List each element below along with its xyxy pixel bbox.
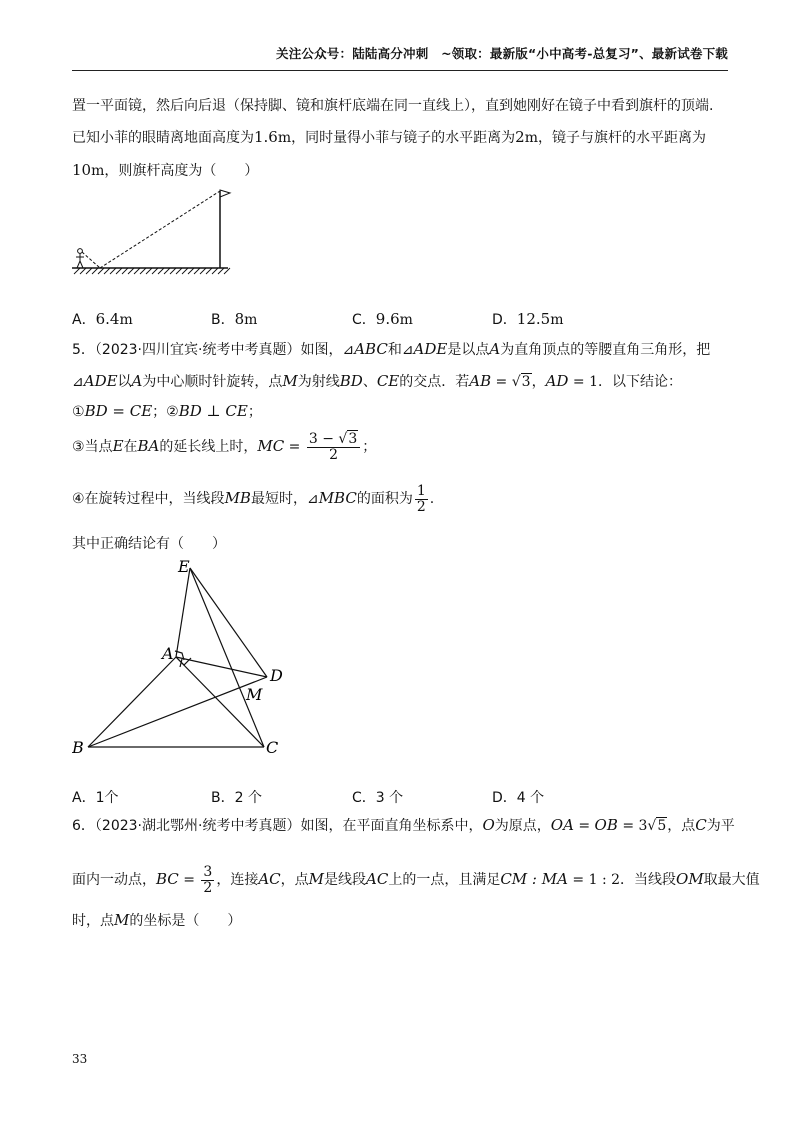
flag-icon: [220, 190, 230, 197]
person-figure: [76, 249, 84, 268]
q5-conclusions-1-2: ①BD = CE；②BD ⊥ CE；: [72, 402, 262, 420]
segment-bd: [88, 677, 267, 747]
q5-option-c: C．3 个: [352, 790, 404, 806]
ground-hatching: [74, 268, 230, 274]
q5-conclusion-4: ④在旋转过程中，当线段MB最短时，⊿MBC的面积为 $\frac{1}{2}$ .: [72, 483, 435, 515]
q4-line-1: 置一平面镜，然后向后退（保持脚、镜和旗杆底端在同一直线上），直到她刚好在镜子中看到旗杆的顶端.: [72, 98, 714, 114]
q5-option-d: D．4 个: [492, 790, 545, 806]
q5-option-a: A．1个: [72, 790, 119, 806]
mirror-to-top-ray: [100, 191, 220, 268]
q6-line-3: 时，点M的坐标是（ ）: [72, 911, 242, 929]
q4-option-c: C．9.6m: [352, 310, 413, 328]
q5-line-2: ⊿ADE以A为中心顺时针旋转，点M为射线BD、CE的交点．若AB = √3，AD = 1．以下结论：: [72, 372, 682, 390]
fraction: $\frac{1}{2}$: [416, 483, 426, 515]
eye-to-mirror-ray: [82, 252, 100, 268]
q5-option-b: B．2 个: [211, 790, 262, 806]
q4-option-a: A．6.4m: [72, 310, 133, 328]
flagpole-figure: [72, 185, 242, 280]
label-m: M: [246, 685, 263, 704]
q4-line-3: 10m，则旗杆高度为（ ）: [72, 161, 259, 179]
label-a: A: [162, 644, 174, 663]
segment-ae: [176, 568, 190, 657]
fraction: $\frac{3 - √3}{2}$: [307, 432, 360, 462]
page-header: 关注公众号：陆陆高分冲刺 ~领取：最新版“小中高考-总复习”、最新试卷下载: [276, 46, 728, 61]
page-number: 33: [72, 1052, 88, 1066]
q6-line-2: 面内一动点，BC = $\frac{3}{2}$ ，连接AC，点M是线段AC上的一点，且满足CM : MA = 1 : 2．当线段OM取最大值: [72, 864, 760, 896]
segment-ba: [88, 657, 176, 747]
label-e: E: [178, 557, 190, 576]
q4-line-2: 已知小菲的眼睛离地面高度为1.6m，同时量得小菲与镜子的水平距离为2m，镜子与旗杆的水平距离为: [72, 128, 706, 146]
q6-line-1: 6．（2023·湖北鄂州·统考中考真题）如图，在平面直角坐标系中，O为原点，OA = OB = 3√5，点C为平: [72, 816, 735, 834]
label-c: C: [266, 738, 279, 757]
header-rule: [72, 70, 728, 71]
fraction: $\frac{3}{2}$: [203, 864, 213, 896]
label-b: B: [72, 738, 84, 757]
q4-option-d: D．12.5m: [492, 310, 564, 328]
label-d: D: [270, 666, 283, 685]
q5-line-1: 5．（2023·四川宜宾·统考中考真题）如图，⊿ABC和⊿ADE是以点A为直角顶点的等腰直角三角形，把: [72, 340, 711, 358]
q4-option-b: B．8m: [211, 310, 258, 328]
q5-conclusion-3: ③当点E在BA的延长线上时，MC = $\frac{3 - √3}{2}$ ；: [72, 431, 377, 463]
rotation-triangle-figure: [72, 555, 302, 765]
q5-ask: 其中正确结论有（ ）: [72, 536, 226, 552]
